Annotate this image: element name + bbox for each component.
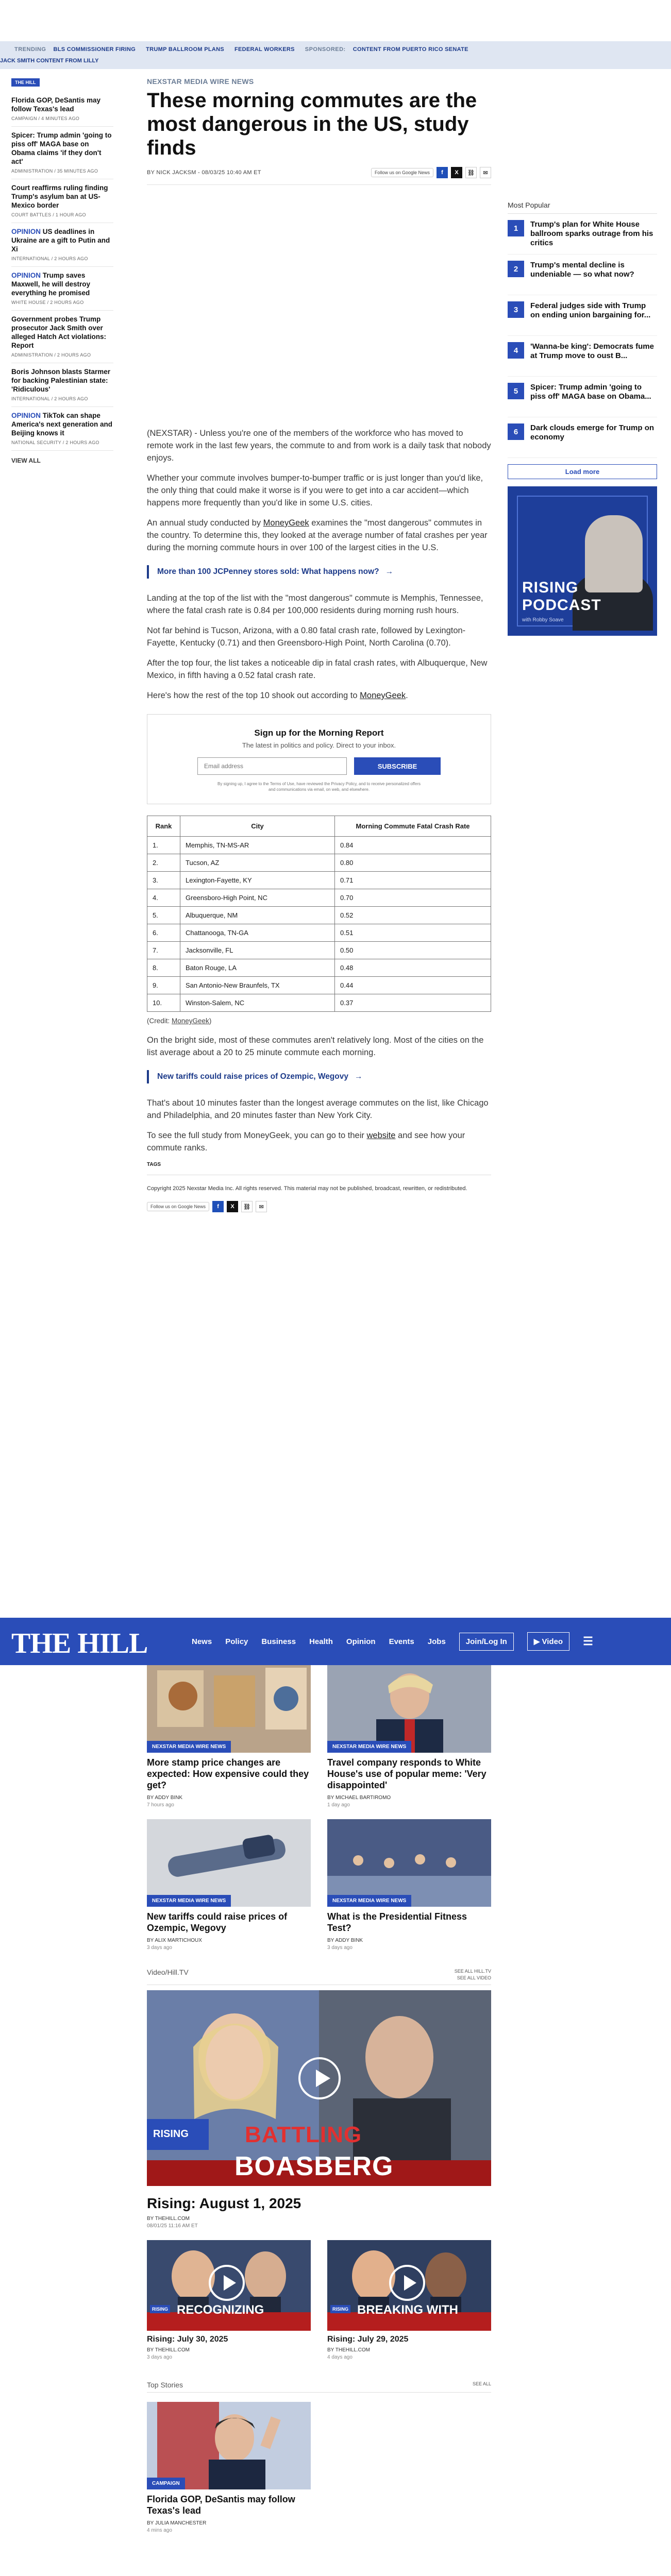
story-tag: NEXSTAR MEDIA WIRE NEWS — [327, 1895, 411, 1907]
table-header: Rank — [147, 816, 180, 837]
table-cell: 6. — [147, 924, 180, 942]
email-input[interactable] — [197, 757, 347, 775]
paragraph-text: An annual study conducted by — [147, 518, 263, 528]
table-cell: 0.44 — [335, 977, 491, 994]
table-row — [147, 872, 491, 889]
rail-item-section: NATIONAL SECURITY / 2 HOURS AGO — [11, 440, 99, 445]
table-row — [147, 837, 491, 854]
rail-item-section: ADMINISTRATION / 35 MINUTES AGO — [11, 168, 98, 174]
rail-item[interactable] — [11, 363, 113, 407]
left-rail-latest — [11, 77, 113, 464]
table-cell: Lexington-Fayette, KY — [180, 872, 335, 889]
newsletter-signup-box — [147, 714, 491, 804]
trending-item[interactable]: FEDERAL WORKERS — [234, 46, 295, 53]
story-tag: NEXSTAR MEDIA WIRE NEWS — [147, 1895, 231, 1907]
nav-policy[interactable]: Policy — [225, 1637, 248, 1646]
x-icon[interactable]: X — [227, 1201, 238, 1212]
table-row — [147, 977, 491, 994]
table-cell: 0.48 — [335, 959, 491, 977]
article-paragraph: On the bright side, most of these commutes aren't relatively long. Most of the cities on the list average about a 20 to 25 minute commute each morning. — [147, 1036, 484, 1057]
rail-item-title[interactable]: Boris Johnson blasts Starmer for backing Palestinian state: 'Ridiculous' — [11, 368, 111, 393]
most-popular-title-text[interactable]: Dark clouds emerge for Trump on economy — [530, 423, 655, 442]
story-tag: NEXSTAR MEDIA WIRE NEWS — [327, 1741, 411, 1753]
video-overlay-text: BOASBERG — [234, 2151, 394, 2181]
arrow-right-icon: → — [385, 567, 394, 576]
nav-news[interactable]: News — [192, 1637, 212, 1646]
article-paragraph — [147, 1129, 491, 1154]
trending-bar — [0, 41, 671, 58]
google-news-badge[interactable]: Follow us on Google News — [371, 168, 433, 177]
most-popular-item[interactable] — [508, 214, 657, 255]
video-title[interactable]: Rising: July 30, 2025 — [147, 2335, 228, 2344]
podcast-host-face — [585, 515, 643, 592]
rising-label: RISING — [150, 2305, 170, 2313]
story-tag: NEXSTAR MEDIA WIRE NEWS — [147, 1741, 231, 1753]
nav-business[interactable]: Business — [261, 1637, 296, 1646]
video-title[interactable]: Rising: July 29, 2025 — [327, 2335, 409, 2344]
top-stories-header — [147, 2381, 491, 2393]
credit-text: (Credit: — [147, 1017, 172, 1025]
story-image[interactable] — [327, 1819, 491, 1907]
story-time: 3 days ago — [147, 1945, 172, 1951]
table-cell: Chattanooga, TN-GA — [180, 924, 335, 942]
paragraph-text: examines the "most dangerous" commutes in the country. To determine this, they looked at the average number of fatal crashes per year during the morning commute hours in over 100 of the largest cities in the U.S. — [147, 518, 488, 552]
nav-events[interactable]: Events — [389, 1637, 414, 1646]
story-time: 1 day ago — [327, 1802, 350, 1808]
rank-badge: 4 — [508, 342, 524, 359]
signup-title: Sign up for the Morning Report — [254, 728, 384, 738]
table-row — [147, 942, 491, 959]
view-all-link[interactable]: VIEW ALL — [11, 457, 41, 464]
join-login-button[interactable]: Join/Log In — [459, 1633, 514, 1651]
story-title[interactable]: New tariffs could raise prices of Ozempic, Wegovy — [147, 1911, 288, 1933]
table-cell: 1. — [147, 837, 180, 854]
hill-main-nav — [0, 1618, 671, 1665]
featured-video-source[interactable]: BY THEHILL.COM — [147, 2216, 190, 2222]
email-icon[interactable]: ✉ — [480, 167, 491, 178]
credit-text: ) — [209, 1017, 212, 1025]
rail-item-title[interactable]: Spicer: Trump admin 'going to piss off' MAGA base on Obama claims 'if they don't act' — [11, 131, 112, 165]
story-author[interactable]: BY JULIA MANCHESTER — [147, 2520, 207, 2526]
story-title[interactable]: Florida GOP, DeSantis may follow Texas's lead — [147, 2494, 295, 2516]
rank-badge: 3 — [508, 301, 524, 318]
play-icon[interactable] — [298, 2057, 341, 2099]
paragraph-text: Here's how the rest of the top 10 shook out according to — [147, 691, 360, 700]
article-paragraph: After the top four, the list takes a noticeable dip in fatal crash rates, with Albuquerque, New Mexico, in fifth having a 0.52 fatal crash rate. — [147, 658, 488, 680]
most-popular-item[interactable] — [508, 255, 657, 295]
video-time: 4 days ago — [327, 2354, 353, 2360]
story-title[interactable]: Travel company responds to White House's use of popular meme: 'Very disappointed' — [327, 1757, 487, 1790]
share-bar-bottom — [147, 1201, 491, 1212]
google-news-badge[interactable]: Follow us on Google News — [147, 1202, 209, 1211]
table-cell: Albuquerque, NM — [180, 907, 335, 924]
rank-badge: 5 — [508, 383, 524, 399]
see-all-video-link[interactable]: SEE ALL VIDEO — [457, 1975, 491, 1980]
see-all-hilltv-link[interactable]: SEE ALL HILL.TV — [454, 1969, 491, 1974]
story-card[interactable] — [147, 1665, 311, 1808]
stamps-illustration-icon — [147, 1665, 311, 1753]
play-icon[interactable] — [209, 2265, 245, 2301]
video-overlay-text: RECOGNIZING — [177, 2303, 264, 2317]
load-more-button[interactable]: Load more — [508, 464, 657, 479]
rail-item-section: WHITE HOUSE / 2 HOURS AGO — [11, 300, 84, 305]
the-hill-logo[interactable]: THE HILL — [11, 1628, 148, 1659]
related-title[interactable]: More than 100 JCPenney stores sold: What happens now? — [157, 567, 379, 576]
table-row — [147, 959, 491, 977]
rank-badge: 2 — [508, 261, 524, 277]
related-article-link[interactable] — [147, 1070, 491, 1083]
gym-photo-icon — [327, 1819, 491, 1907]
table-cell: 5. — [147, 907, 180, 924]
link-icon[interactable]: ⛓ — [241, 1201, 253, 1212]
story-image[interactable] — [147, 1819, 311, 1907]
table-cell: 0.50 — [335, 942, 491, 959]
story-author[interactable]: BY MICHAEL BARTIROMO — [327, 1795, 391, 1801]
rail-item-section: INTERNATIONAL / 2 HOURS AGO — [11, 256, 88, 261]
table-cell: Jacksonville, FL — [180, 942, 335, 959]
table-credit — [147, 1017, 491, 1025]
table-cell: 2. — [147, 854, 180, 872]
video-thumb[interactable] — [327, 2240, 491, 2331]
most-popular-title-text[interactable]: Spicer: Trump admin 'going to piss off' MAGA base on Obama... — [530, 383, 651, 401]
table-cell: 0.70 — [335, 889, 491, 907]
table-row — [147, 854, 491, 872]
moneygeek-link[interactable]: MoneyGeek — [360, 691, 406, 700]
related-article-link[interactable] — [147, 565, 491, 579]
video-card[interactable] — [327, 2240, 491, 2360]
table-cell: 0.51 — [335, 924, 491, 942]
x-icon[interactable]: X — [451, 167, 462, 178]
rail-item[interactable] — [11, 311, 113, 363]
video-time: 3 days ago — [147, 2354, 172, 2360]
top-stories-title: Top Stories — [147, 2381, 183, 2389]
link-icon[interactable]: ⛓ — [465, 167, 477, 178]
copyright-notice: Copyright 2025 Nexstar Media Inc. All rights reserved. This material may not be published, broadcast, rewritten, or redistributed. — [147, 1185, 467, 1192]
byline-row — [147, 167, 491, 185]
table-header: Morning Commute Fatal Crash Rate — [335, 816, 491, 837]
video-source[interactable]: BY THEHILL.COM — [327, 2347, 370, 2353]
rail-item-title[interactable]: Florida GOP, DeSantis may follow Texas's lead — [11, 96, 101, 113]
table-row — [147, 994, 491, 1012]
rail-item[interactable] — [11, 407, 113, 451]
table-cell: 4. — [147, 889, 180, 907]
table-cell: Winston-Salem, NC — [180, 994, 335, 1012]
email-icon[interactable]: ✉ — [256, 1201, 267, 1212]
trump-photo-icon — [327, 1665, 491, 1753]
rail-item[interactable] — [11, 127, 113, 179]
table-cell: 10. — [147, 994, 180, 1012]
table-cell: 7. — [147, 942, 180, 959]
rail-item-title[interactable]: Government probes Trump prosecutor Jack Smith over alleged Hatch Act violations: Report — [11, 315, 107, 349]
most-popular-title: Most Popular — [508, 201, 657, 214]
rail-item-section: ADMINISTRATION / 2 HOURS AGO — [11, 352, 91, 358]
rail-item-section: COURT BATTLES / 1 HOUR AGO — [11, 212, 86, 217]
more-content — [147, 1665, 491, 2533]
desantis-photo-icon — [147, 2402, 311, 2489]
rising-label: RISING — [153, 2128, 189, 2140]
video-section-title: Video/Hill.TV — [147, 1968, 189, 1976]
table-cell: 0.71 — [335, 872, 491, 889]
podcast-title-line: PODCAST — [522, 597, 601, 614]
commute-table — [147, 816, 491, 1012]
injection-pen-icon — [147, 1819, 311, 1907]
story-image[interactable] — [147, 2402, 311, 2489]
paragraph-text: To see the full study from MoneyGeek, you can go to their — [147, 1131, 367, 1140]
facebook-icon[interactable]: f — [437, 167, 448, 178]
table-cell: Memphis, TN-MS-AR — [180, 837, 335, 854]
podcast-title-line: RISING — [522, 579, 579, 596]
video-overlay-text: BATTLING — [245, 2122, 362, 2147]
top-story-card[interactable] — [147, 2402, 311, 2533]
table-cell: 0.84 — [335, 837, 491, 854]
rising-label: RISING — [330, 2305, 350, 2313]
hamburger-menu-icon[interactable]: ☰ — [583, 1635, 593, 1648]
article-paragraph: Not far behind is Tucson, Arizona, with a 0.80 fatal crash rate, followed by Lexington-Fayette, Kentucky (0.71) and then Greensboro-High Point, North Carolina (0.70). — [147, 626, 466, 648]
trending-label: TRENDING — [14, 46, 46, 53]
article — [147, 77, 491, 1212]
sponsored-label: SPONSORED: — [305, 46, 346, 53]
article-paragraph — [147, 689, 491, 702]
story-tag: CAMPAIGN — [147, 2478, 185, 2489]
tags-label: TAGS — [147, 1162, 491, 1175]
podcast-host-label: with Robby Soave — [522, 617, 564, 623]
rail-item-section: CAMPAIGN / 4 MINUTES AGO — [11, 116, 80, 121]
table-cell: 0.80 — [335, 854, 491, 872]
video-source[interactable]: BY THEHILL.COM — [147, 2347, 190, 2353]
story-author[interactable]: BY ALIX MARTICHOUX — [147, 1938, 202, 1943]
opinion-label: OPINION — [11, 228, 41, 235]
nav-health[interactable]: Health — [309, 1637, 333, 1646]
right-rail-most-popular — [508, 201, 657, 636]
article-byline: BY NICK JACKSM - 08/03/25 10:40 AM ET — [147, 170, 261, 176]
related-title[interactable]: New tariffs could raise prices of Ozempic, Wegovy — [157, 1072, 348, 1081]
rank-badge: 6 — [508, 423, 524, 440]
table-cell: 3. — [147, 872, 180, 889]
article-body — [147, 427, 491, 1212]
story-card[interactable] — [327, 1819, 491, 1951]
table-row — [147, 924, 491, 942]
rail-item-section: INTERNATIONAL / 2 HOURS AGO — [11, 396, 88, 401]
rising-podcast-ad[interactable] — [508, 486, 657, 636]
rail-badge: THE HILL — [11, 78, 40, 87]
video-button[interactable]: ▶ Video — [527, 1632, 569, 1651]
rail-item-title[interactable]: Trump saves Maxwell, he will destroy everything he promised — [11, 272, 91, 297]
featured-video-date: 08/01/25 11:16 AM ET — [147, 2223, 198, 2229]
table-row — [147, 889, 491, 907]
most-popular-item[interactable] — [508, 417, 657, 458]
sponsored-bar — [0, 58, 671, 69]
website-link[interactable]: website — [366, 1131, 396, 1140]
most-popular-title-text[interactable]: 'Wanna-be king': Democrats fume at Trump move to oust B... — [530, 342, 654, 360]
article-paragraph: Whether your commute involves bumper-to-bumper traffic or is just longer than you'd like, the only thing that could make it worse is if you were to get into a car accident—which happens more frequently than you'd like in some U.S. cities. — [147, 473, 483, 507]
opinion-label: OPINION — [11, 412, 41, 419]
article-kicker[interactable]: NEXSTAR MEDIA WIRE NEWS — [147, 77, 254, 86]
video-thumb[interactable] — [147, 2240, 311, 2331]
article-paragraph: That's about 10 minutes faster than the longest average commutes on the list, like Chicago and Philadelphia, and 20 minutes faster than New York City. — [147, 1098, 489, 1120]
facebook-icon[interactable]: f — [212, 1201, 224, 1212]
table-cell: 0.37 — [335, 994, 491, 1012]
paragraph-text: . — [406, 691, 408, 700]
most-popular-title-text[interactable]: Trump's mental decline is undeniable — so what now? — [530, 261, 634, 279]
most-popular-item[interactable] — [508, 377, 657, 417]
moneygeek-link[interactable]: MoneyGeek — [172, 1017, 209, 1025]
table-cell: Greensboro-High Point, NC — [180, 889, 335, 907]
most-popular-item[interactable] — [508, 295, 657, 336]
article-headline: These morning commutes are the most dangerous in the US, study finds — [147, 89, 477, 159]
story-author[interactable]: BY ADDY BINK — [327, 1938, 363, 1943]
table-cell: 0.52 — [335, 907, 491, 924]
article-paragraph: Landing at the top of the list with the "most dangerous" commute is Memphis, Tennessee, where the fatal crash rate is 0.84 per 100,000 residents during morning rush hours. — [147, 594, 483, 615]
table-row — [147, 907, 491, 924]
rail-item[interactable] — [11, 223, 113, 267]
story-image[interactable] — [327, 1665, 491, 1753]
subscribe-button[interactable]: SUBSCRIBE — [354, 757, 441, 775]
rail-item-title[interactable]: Court reaffirms ruling finding Trump's asylum ban at US-Mexico border — [11, 184, 108, 209]
rank-badge: 1 — [508, 220, 524, 236]
story-card[interactable] — [147, 1819, 311, 1951]
table-cell: San Antonio-New Braunfels, TX — [180, 977, 335, 994]
story-time: 7 hours ago — [147, 1802, 174, 1808]
table-cell: 8. — [147, 959, 180, 977]
rail-item[interactable] — [11, 179, 113, 223]
sponsored-item[interactable]: CONTENT FROM LILLY — [36, 58, 99, 64]
table-cell: Tucson, AZ — [180, 854, 335, 872]
most-popular-title-text[interactable]: Trump's plan for White House ballroom sparks outrage from his critics — [530, 220, 653, 247]
story-title[interactable]: More stamp price changes are expected: How expensive could they get? — [147, 1757, 309, 1790]
ad-space — [147, 185, 491, 427]
video-overlay-text: BREAKING WITH — [357, 2303, 458, 2317]
share-bar — [371, 167, 491, 178]
video-section-header — [147, 1968, 491, 1985]
article-paragraph: (NEXSTAR) - Unless you're one of the members of the workforce who has moved to remote work in the last few years, the commute to and from work is a daily task that nobody enjoys. — [147, 429, 491, 463]
story-card[interactable] — [327, 1665, 491, 1808]
story-image[interactable] — [147, 1665, 311, 1753]
nav-opinion[interactable]: Opinion — [346, 1637, 376, 1646]
paragraph-text: and see how your commute ranks. — [147, 1131, 465, 1153]
trending-item[interactable]: TRUMP BALLROOM PLANS — [146, 46, 224, 53]
story-title[interactable]: What is the Presidential Fitness Test? — [327, 1911, 467, 1933]
rail-item-title[interactable]: TikTok can shape America's next generation and Beijing knows it — [11, 412, 113, 437]
story-time: 4 mins ago — [147, 2528, 172, 2533]
moneygeek-link[interactable]: MoneyGeek — [263, 518, 309, 528]
table-cell: 9. — [147, 977, 180, 994]
sponsored-item[interactable]: JACK SMITH — [0, 58, 35, 64]
most-popular-title-text[interactable]: Federal judges side with Trump on ending union bargaining for... — [530, 301, 651, 319]
table-cell: Baton Rouge, LA — [180, 959, 335, 977]
nav-jobs[interactable]: Jobs — [427, 1637, 446, 1646]
sponsored-item[interactable]: CONTENT FROM PUERTO RICO SENATE — [353, 46, 468, 53]
rail-item[interactable] — [11, 267, 113, 311]
most-popular-item[interactable] — [508, 336, 657, 377]
featured-video[interactable] — [147, 1990, 491, 2186]
opinion-label: OPINION — [11, 272, 41, 279]
story-author[interactable]: BY ADDY BINK — [147, 1795, 183, 1801]
table-header: City — [180, 816, 335, 837]
video-card[interactable] — [147, 2240, 311, 2360]
signup-subtitle: The latest in politics and policy. Direct to your inbox. — [242, 741, 396, 749]
story-time: 3 days ago — [327, 1945, 353, 1951]
see-all-link[interactable]: SEE ALL — [472, 2381, 491, 2386]
signup-legal: By signing up, I agree to the Terms of Use, have reviewed the Privacy Policy, and to receive personalized offers and communications via email, on web, and elsewhere. — [217, 782, 421, 792]
arrow-right-icon: → — [354, 1072, 363, 1081]
featured-video-title[interactable]: Rising: August 1, 2025 — [147, 2195, 301, 2211]
trending-item[interactable]: BLS COMMISSIONER FIRING — [53, 46, 136, 53]
rail-item-title[interactable]: US deadlines in Ukraine are a gift to Putin and Xi — [11, 228, 110, 253]
article-paragraph — [147, 517, 491, 554]
rail-item[interactable] — [11, 92, 113, 127]
play-icon[interactable] — [389, 2265, 425, 2301]
